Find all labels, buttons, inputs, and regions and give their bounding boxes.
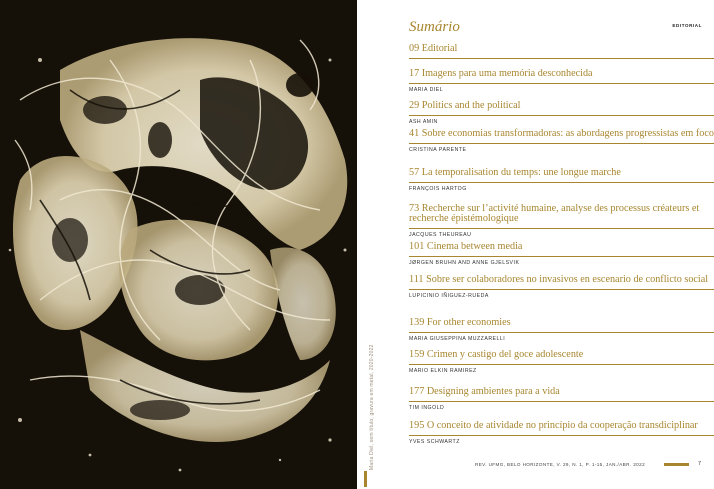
entry-author: MARIO ELKIN RAMIREZ: [409, 368, 477, 374]
journal-citation: REV. UFMG, BELO HORIZONTE, V. 29, N. 1, P. 1-15, JAN./ABR. 2022: [475, 462, 646, 467]
entry-rule: [409, 401, 714, 402]
entry-rule: [409, 182, 714, 183]
entry-title: Crimen y castigo del goce adolescente: [426, 349, 584, 360]
entry-title: Cinema between media: [426, 241, 523, 252]
toc-entry[interactable]: [409, 387, 714, 411]
toc-entry[interactable]: [409, 242, 714, 266]
toc-entry[interactable]: [409, 204, 714, 238]
caption-marker: [364, 471, 367, 487]
toc-entry[interactable]: [409, 350, 714, 374]
entry-title: La temporalisation du temps: une longue marche: [421, 167, 621, 178]
entry-title: Editorial: [421, 43, 458, 54]
entry-page: 57: [409, 167, 420, 178]
entry-title: Designing ambientes para a vida: [426, 386, 560, 397]
entry-rule: [409, 115, 714, 116]
toc-entry[interactable]: [409, 101, 714, 125]
entry-title: Imagens para uma memória desconhecida: [421, 68, 593, 79]
toc-entry[interactable]: [409, 129, 714, 153]
entry-page: 111: [409, 274, 424, 285]
entry-author: TIM INGOLD: [409, 405, 445, 411]
entry-rule: [409, 228, 714, 229]
entry-title: For other economies: [426, 317, 511, 328]
entry-page: 29: [409, 100, 420, 111]
entry-page: 17: [409, 68, 420, 79]
toc-entry[interactable]: [409, 69, 714, 93]
entry-author: ASH AMIN: [409, 119, 438, 125]
entry-rule: [409, 332, 714, 333]
entry-page: 139: [409, 317, 425, 328]
entry-title: Politics and the political: [421, 100, 521, 111]
entry-page: 101: [409, 241, 425, 252]
entry-page: 159: [409, 349, 425, 360]
entry-author: LUPICINIO IÑIGUEZ-RUEDA: [409, 293, 489, 299]
entry-page: 41: [409, 128, 420, 139]
entry-author: MARIA GIUSEPPINA MUZZARELLI: [409, 336, 506, 342]
entry-author: YVES SCHWARTZ: [409, 439, 460, 445]
entry-author: FRANÇOIS HARTOG: [409, 186, 467, 192]
entry-rule: [409, 143, 714, 144]
toc-entry[interactable]: [409, 318, 714, 342]
entry-rule: [409, 256, 714, 257]
toc-entry[interactable]: [409, 275, 714, 299]
section-label: EDITORIAL: [672, 23, 702, 28]
entry-rule: [409, 435, 714, 436]
entry-rule: [409, 364, 714, 365]
table-of-contents: [409, 0, 714, 489]
page-gutter: [357, 0, 407, 489]
entry-page: 73: [409, 203, 420, 214]
footer-accent-bar: [664, 463, 689, 466]
entry-title: O conceito de atividade no princípio da cooperação transdiciplinar: [426, 420, 698, 431]
entry-author: JØRGEN BRUHN AND ANNE GJELSVIK: [409, 260, 520, 266]
entry-title: Sobre ser colaboradores no invasivos en escenario de conflicto social: [426, 274, 709, 285]
entry-rule: [409, 83, 714, 84]
toc-entry[interactable]: [409, 44, 714, 59]
entry-page: 177: [409, 386, 425, 397]
toc-entry[interactable]: [409, 168, 714, 192]
entry-rule: [409, 58, 714, 59]
entry-title: Sobre economias transformadoras: as abordagens progressistas em foco: [421, 128, 714, 139]
entry-page: 09: [409, 43, 420, 54]
entry-author: CRISTINA PARENTE: [409, 147, 467, 153]
toc-heading: Sumário: [409, 19, 460, 35]
page-number: 7: [698, 461, 702, 467]
entry-page: 195: [409, 420, 425, 431]
entry-author: JACQUES THEUREAU: [409, 232, 472, 238]
artwork-caption: Maria Diel, sem título, gravura em metal, 2020-2022: [369, 344, 375, 470]
entry-rule: [409, 289, 714, 290]
entry-author: MARIA DIEL: [409, 87, 444, 93]
toc-entry[interactable]: [409, 421, 714, 445]
entry-title: Recherche sur l’activité humaine, analyse des processus créateurs et recherche épistémologique: [409, 203, 700, 224]
